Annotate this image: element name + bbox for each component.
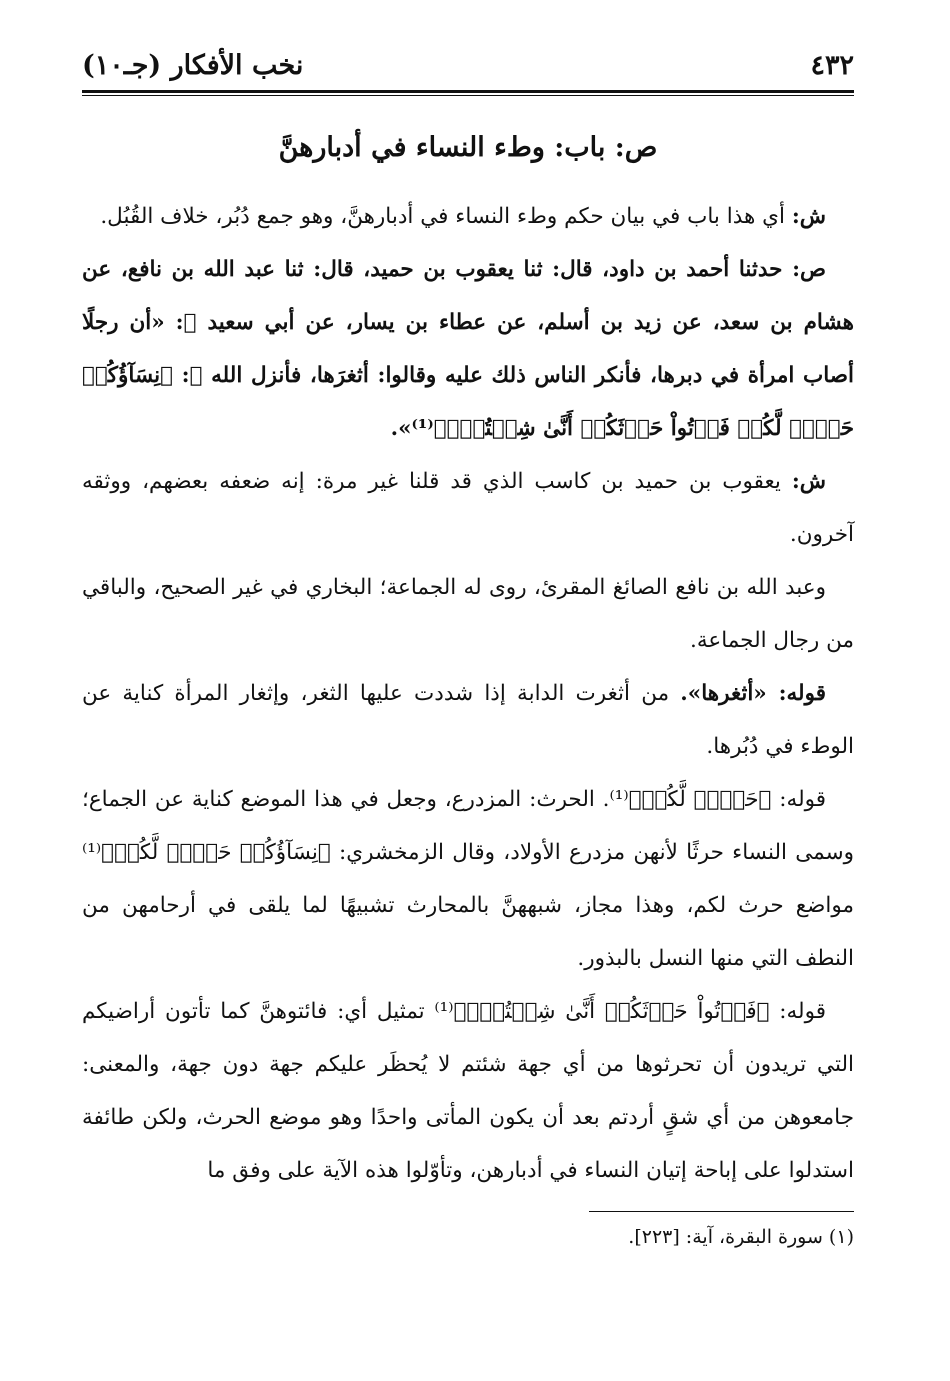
chapter-title: ص: باب: وطء النساء في أدبارهنَّ: [278, 132, 658, 163]
paragraph-text: قوله: ﴿فَأۡتُواْ حَرۡثَكُمۡ أَنَّىٰ شِئۡتُمۡۖ﴾⁽¹⁾ تمثيل أي: فائتوهنَّ كما تأتون أراضيكم التي تريدون أن تحرثوها من أي جهة شئتم لا يُحظَر عليكم جهة دون جهة، والمعنى: جامعوهن من أي شقٍ أردتم بعد أن يكون المأتى واحدًا وهو موضع الحرث، ولكن طائفة استدلوا على إباحة إتيان النساء في أدبارهن، وتأوّلوا هذه الآية على وفق ما: [82, 999, 854, 1183]
page: [82, 40, 854, 1254]
paragraph-text: من أثغرت الدابة إذا شددت عليها الثغر، وإثغار المرأة كناية عن الوطء في دُبُرها.: [82, 681, 854, 759]
paragraph-lead: ش:: [791, 469, 826, 494]
paragraph-lead: ش:: [791, 204, 826, 229]
page-header: [82, 40, 854, 86]
paragraph-5: [82, 667, 854, 773]
paragraph-7: [82, 985, 854, 1197]
book-title: نخب الأفكار (جـ١٠): [82, 50, 304, 81]
paragraph-text: يعقوب بن حميد بن كاسب الذي قد قلنا غير مرة: إنه ضعفه بعضهم، ووثقه آخرون.: [82, 469, 854, 547]
paragraph-text: قوله: ﴿حَرۡثٞ لَّكُمۡ﴾⁽¹⁾. الحرث: المزدرع، وجعل في هذا الموضع كناية عن الجماع؛ وسمى النساء حرثًا لأنهن مزدرع الأولاد، وقال الزمخشري: ﴿نِسَآؤُكُمۡ حَرۡثٞ لَّكُمۡ﴾⁽¹⁾ مواضع حرث لكم، وهذا مجاز، شبههنَّ بالمحارث تشبيهًا لما يلقى في أرحامهن من النطف التي منها النسل بالبذور.: [82, 787, 854, 971]
paragraph-lead: قوله: «أثغرها».: [680, 681, 826, 706]
paragraph-3: [82, 455, 854, 561]
paragraph-lead: ص:: [792, 257, 826, 282]
paragraph-6: [82, 773, 854, 985]
paragraph-2: [82, 243, 854, 455]
paragraph-1: [82, 190, 854, 243]
footnote-divider: [589, 1211, 854, 1212]
footnote: (١) سورة البقرة، آية: [٢٢٣].: [628, 1226, 854, 1248]
paragraph-text: حدثنا أحمد بن داود، قال: ثنا يعقوب بن حميد، قال: ثنا عبد الله بن نافع، عن هشام بن سعد، عن زيد بن أسلم، عن عطاء بن يسار، عن أبي سعيد ﷺ: «أن رجلًا أصاب امرأة في دبرها، فأنكر الناس ذلك عليه وقالوا: أثغرَها، فأنزل الله ﷻ: ﴿نِسَآؤُكُمۡ حَرۡثٞ لَّكُمۡ فَأۡتُواْ حَرۡثَكُمۡ أَنَّىٰ شِئۡتُمۡۖ﴾⁽¹⁾».: [82, 257, 854, 441]
header-divider: [82, 90, 854, 96]
paragraph-text: وعبد الله بن نافع الصائغ المقرئ، روى له الجماعة؛ البخاري في غير الصحيح، والباقي من رجال الجماعة.: [82, 575, 854, 653]
page-number: ٤٣٢: [810, 50, 854, 81]
paragraph-text: أي هذا باب في بيان حكم وطء النساء في أدبارهنَّ، وهو جمع دُبُر، خلاف القُبُل.: [100, 204, 792, 229]
paragraph-4: [82, 561, 854, 667]
